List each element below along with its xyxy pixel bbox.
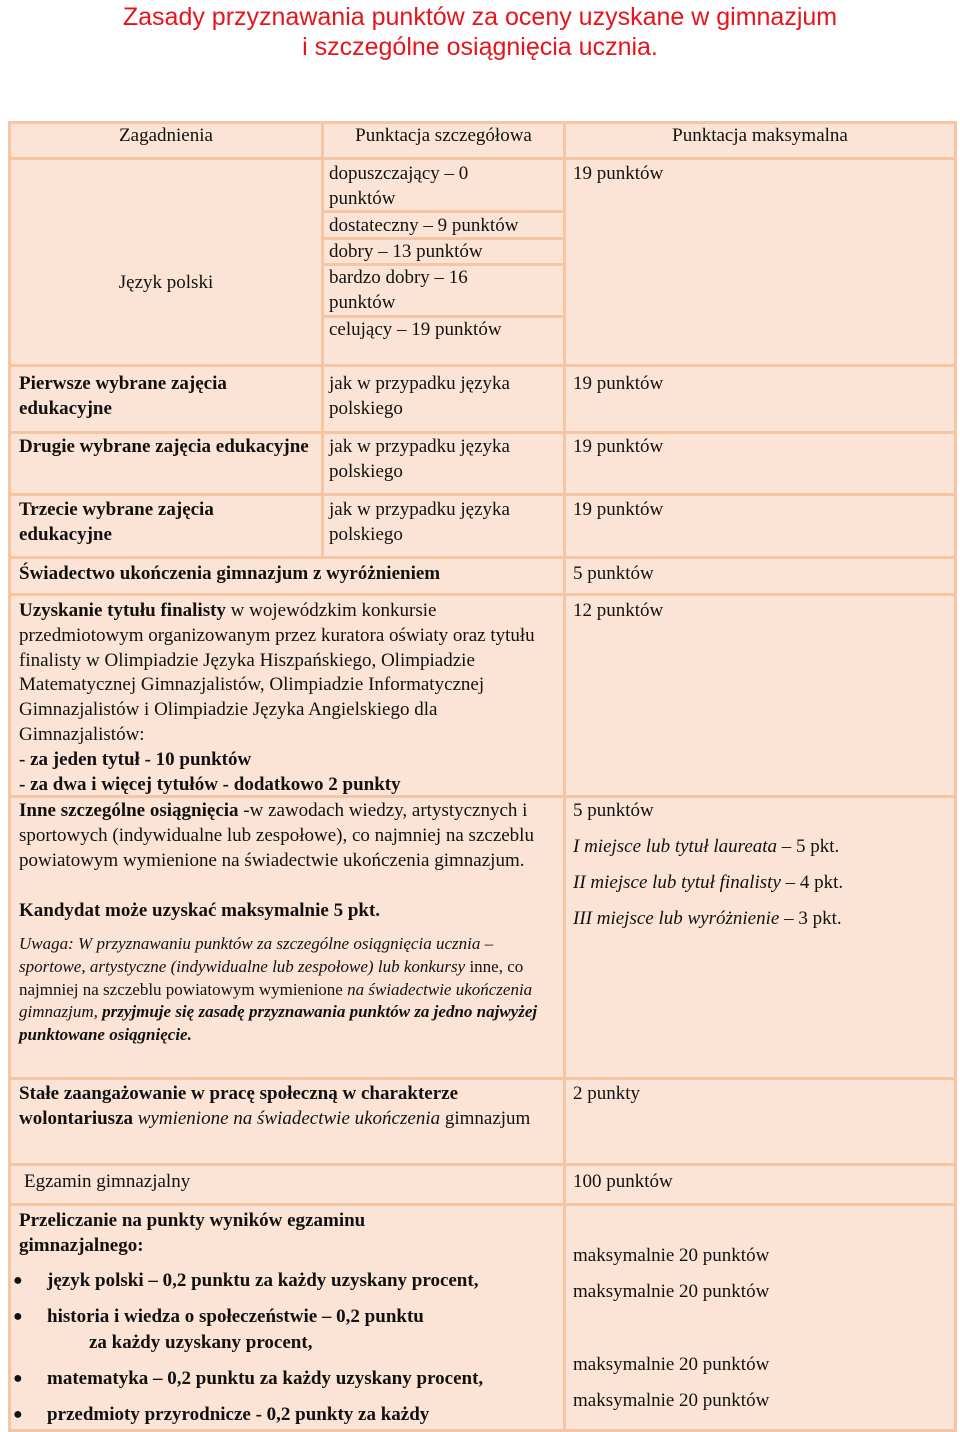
header-max-scoring: Punktacja maksymalna xyxy=(672,125,848,146)
grade-celujacy: celujący – 19 punktów xyxy=(329,319,502,340)
grade-dopuszczajacy: dopuszczający – 0 punktów xyxy=(329,163,469,209)
conversion-item-2-cont: za każdy uzyskany procent, xyxy=(89,1332,313,1353)
exam-max: 100 punktów xyxy=(573,1171,673,1192)
place-3-points: – 3 pkt. xyxy=(784,908,842,929)
elective-2-max: 19 punktów xyxy=(573,436,664,457)
elective-3-max: 19 punktów xyxy=(573,499,664,520)
title-line-2: i szczególne osiągnięcia ucznia. xyxy=(302,33,658,61)
note-italic: Uwaga: W przyznawaniu punktów za szczególne osiągnięcia ucznia – sportowe, artystyczne (indywidualne lub zespołowe) lub konkursy xyxy=(19,934,494,976)
conversion-heading: Przeliczanie na punkty wyników egzaminu gimnazjalnego: xyxy=(19,1210,366,1256)
note-plain: inne, co najmniej na szczeblu powiatowym wymienione xyxy=(19,956,524,999)
elective-3-name: Trzecie wybrane zajęcia edukacyjne xyxy=(19,499,214,545)
header-detailed-scoring: Punktacja szczegółowa xyxy=(355,125,532,146)
grade-dostateczny: dostateczny – 9 punktów xyxy=(329,215,519,236)
finalist-body: w wojewódzkim konkursie przedmiotowym organizowanym przez kuratora oświaty oraz tytułu finalisty w Olimpiadzie Języka Hiszpańskiego, Olimpiadzie Matematycznej Gimnazjalistów, Olimpiadzie Informatycznej Gimnazjalistów i Olimpiadzie Języka Angielskiego dla Gimnazjalistów: xyxy=(19,600,535,745)
polish-max: 19 punktów xyxy=(573,163,664,184)
volunteer-description xyxy=(19,1082,549,1132)
place-2-label: II miejsce lub tytuł finalisty xyxy=(573,872,781,893)
grade-bardzo-dobry: bardzo dobry – 16 punktów xyxy=(329,267,468,313)
note-tail: na świadectwie ukończenia gimnazjum, xyxy=(19,979,533,1022)
conversion-max-3: maksymalnie 20 punktów xyxy=(573,1354,770,1375)
elective-1-name: Pierwsze wybrane zajęcia edukacyjne xyxy=(19,373,227,419)
elective-3-detail: jak w przypadku języka polskiego xyxy=(329,499,510,545)
finalist-rule-1: - za jeden tytuł - 10 punktów xyxy=(19,749,252,770)
place-2-points: – 4 pkt. xyxy=(785,872,844,893)
achievements-limit: Kandydat może uzyskać maksymalnie 5 pkt. xyxy=(19,900,381,921)
place-3 xyxy=(573,907,842,932)
volunteer-max: 2 punkty xyxy=(573,1083,641,1104)
place-3-label: III miejsce lub wyróżnienie xyxy=(573,908,780,929)
bullet-icon: ● xyxy=(13,1406,23,1423)
certificate-label: Świadectwo ukończenia gimnazjum z wyróżnieniem xyxy=(19,563,441,584)
note-bold: przyjmuje się zasadę przyznawania punktów za jedno najwyżej punktowane osiągnięcie. xyxy=(19,1002,538,1045)
elective-1-max: 19 punktów xyxy=(573,373,664,394)
exam-label: Egzamin gimnazjalny xyxy=(24,1171,191,1192)
elective-2-detail: jak w przypadku języka polskiego xyxy=(329,436,510,482)
finalist-description xyxy=(19,599,549,748)
conversion-item-2: historia i wiedza o społeczeństwie – 0,2 punktu xyxy=(47,1306,424,1327)
bullet-icon: ● xyxy=(13,1272,23,1289)
polish-subject: Język polski xyxy=(118,272,214,293)
elective-1-detail: jak w przypadku języka polskiego xyxy=(329,373,510,419)
conversion-item-4: przedmioty przyrodnicze - 0,2 punkty za każdy xyxy=(47,1404,430,1425)
conversion-max-1: maksymalnie 20 punktów xyxy=(573,1245,770,1266)
conversion-item-3: matematyka – 0,2 punktu za każdy uzyskany procent, xyxy=(47,1368,484,1389)
achievements-lead: Inne szczególne osiągnięcia xyxy=(19,800,239,821)
title-line-1: Zasady przyznawania punktów za oceny uzyskane w gimnazjum xyxy=(122,3,838,31)
grade-dobry: dobry – 13 punktów xyxy=(329,241,483,262)
bullet-icon: ● xyxy=(13,1308,23,1325)
volunteer-italic: wymienione na świadectwie ukończenia xyxy=(137,1107,441,1129)
finalist-rule-2: - za dwa i więcej tytułów - dodatkowo 2 punkty xyxy=(19,774,401,795)
certificate-max: 5 punktów xyxy=(573,563,654,584)
place-2 xyxy=(573,871,843,896)
achievements-max: 5 punktów xyxy=(573,800,654,821)
achievements-body: -w zawodach wiedzy, artystycznych i sportowych (indywidualne lub zespołowe), co najmniej na szczeblu powiatowym wymienione na świadectwie ukończenia gimnazjum. xyxy=(19,800,534,871)
finalist-lead: Uzyskanie tytułu finalisty xyxy=(19,600,226,621)
achievements-note xyxy=(19,933,554,1047)
page-title xyxy=(0,2,960,62)
elective-2-name: Drugie wybrane zajęcia edukacyjne xyxy=(19,436,309,457)
conversion-max-4: maksymalnie 20 punktów xyxy=(573,1390,770,1411)
achievements-description xyxy=(19,799,549,873)
finalist-max: 12 punktów xyxy=(573,600,664,621)
place-1-points: – 5 pkt. xyxy=(781,836,840,857)
conversion-item-1: język polski – 0,2 punktu za każdy uzyskany procent, xyxy=(47,1270,479,1291)
place-1-label: I miejsce lub tytuł laureata xyxy=(573,836,778,857)
bullet-icon: ● xyxy=(13,1370,23,1387)
volunteer-lead: Stałe zaangażowanie w pracę społeczną w charakterze wolontariusza xyxy=(19,1083,459,1129)
volunteer-tail: gimnazjum xyxy=(444,1107,531,1129)
conversion-max-2: maksymalnie 20 punktów xyxy=(573,1281,770,1302)
place-1 xyxy=(573,835,839,860)
header-topics: Zagadnienia xyxy=(119,125,213,146)
